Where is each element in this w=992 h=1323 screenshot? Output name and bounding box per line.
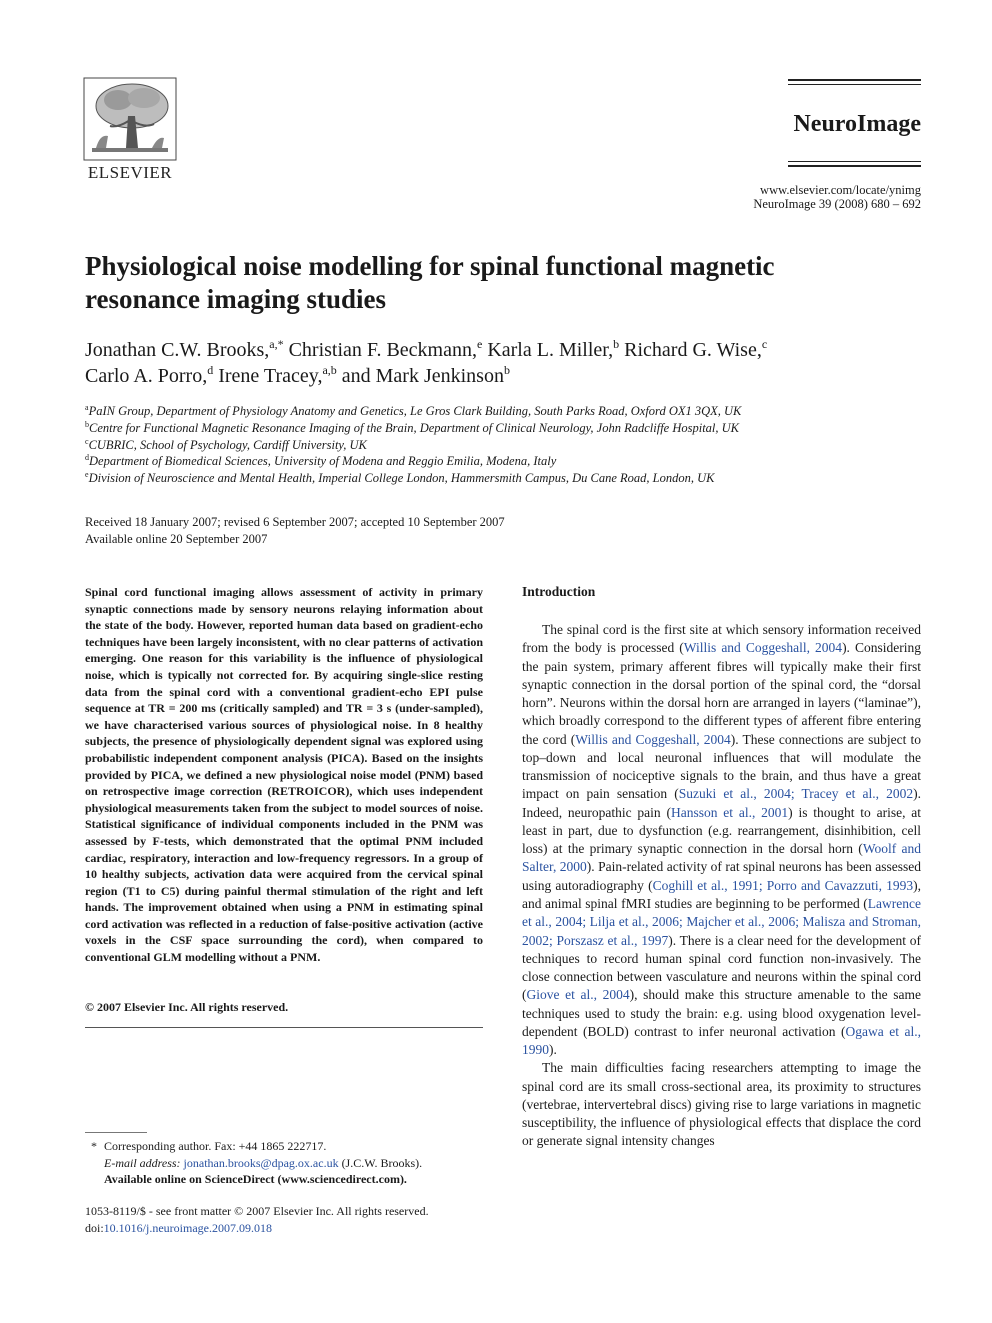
author-name: Richard G. Wise, [624,339,762,361]
author-name: Christian F. Beckmann, [288,339,477,361]
body-text: ), should make this structure amenable to the same techniques used to study the brain: e.g. using blood oxygenation level-dependent (BOLD) contrast to infer neuronal activation ( [522,987,922,1039]
elsevier-logo [82,76,178,186]
affiliation-mark: e [85,470,89,480]
introduction-body [522,621,921,1151]
affiliation-text: CUBRIC, School of Psychology, Cardiff University, UK [88,437,367,452]
received-date: Received 18 January 2007; revised 6 September 2007; accepted 10 September 2007 [85,515,505,529]
email-label: E-mail address: [104,1155,181,1170]
affiliation-mark: b [85,419,89,429]
footnote-rule [85,1132,147,1133]
header-rule [788,79,921,81]
citation-link[interactable]: Willis and Coggeshall, 2004 [683,640,843,656]
citation-link[interactable]: Ogawa et al., 1990 [522,1023,921,1058]
body-text: ). There is a clear need for the development of techniques to record human spinal cord function non-invasively. The close connection between vasculature and neurons within the spinal cord ( [522,932,921,1003]
journal-reference: NeuroImage 39 (2008) 680 – 692 [753,197,921,211]
body-text: ). Considering the pain system, primary afferent fibres will typically make their first synaptic connection in the dorsal portion of the spinal cord, the “dorsal horn”. Neurons within the dorsal horn are arranged in layers (“laminae”), which broadly correspond to the different types of afferent fibre entering the cord ( [522,640,921,747]
email-suffix: (J.C.W. Brooks). [338,1155,423,1170]
body-text: ). Indeed, neuropathic pain ( [522,786,921,820]
citation-link[interactable]: Lawrence et al., 2004; Lilja et al., 2006; Majcher et al., 2006; Malisza and Stroman, 2002; Porszasz et al., 1997 [522,895,921,948]
body-text: ). Pain-related activity of rat spinal neurons has been assessed using autoradiography ( [522,859,921,893]
author-name: Jonathan C.W. Brooks, [85,339,270,361]
email-link[interactable]: jonathan.brooks@dpag.ox.ac.uk [183,1155,339,1170]
body-text: ), and animal spinal fMRI studies are beginning to be performed ( [522,877,922,911]
author-list [85,337,925,389]
affiliation-mark: d [85,453,89,463]
affiliation-text: PaIN Group, Department of Physiology Anatomy and Genetics, Le Gros Clark Building, South Parks Road, Oxford OX1 3QX, UK [88,404,742,418]
body-text: ). These connections are subject to top–down and local neuronal influences that will modulate the transmission of nociceptive signals to the brain, and thus have a great impact on pain sensation ( [522,731,921,802]
affiliation [85,437,925,454]
header-rule [788,84,921,85]
affiliation-mark: c [85,436,89,446]
intro-paragraph-1 [522,621,921,1059]
affiliation-list [85,403,925,487]
journal-url[interactable]: www.elsevier.com/locate/ynimg [760,183,921,197]
affiliation [85,453,925,470]
doi-label: doi: [85,1221,104,1235]
author-affiliation-mark: d [207,363,214,377]
footnote [85,1138,485,1188]
author-affiliation-mark: c [761,337,768,351]
doi-link[interactable]: 10.1016/j.neuroimage.2007.09.018 [103,1221,272,1235]
body-text: The spinal cord is the first site at which sensory information received from the body is processed ( [522,622,921,656]
affiliation-text: Centre for Functional Magnetic Resonance Imaging of the Brain, Department of Clinical Neurology, John Radcliffe Hospital, UK [89,420,740,435]
header-rule [788,161,921,162]
body-text: ) is thought to arise, at least in part, due to dysfunction (e.g. rearrangement, disinhibition, cell loss) at the primary synaptic connection in the dorsal horn ( [522,804,922,857]
available-date: Available online 20 September 2007 [85,532,268,546]
footnote-star: * [91,1139,97,1153]
affiliation-text: Department of Biomedical Sciences, University of Modena and Reggio Emilia, Modena, Italy [89,454,557,469]
author-name: Irene Tracey, [218,365,323,387]
abstract: Spinal cord functional imaging allows assessment of activity in primary synaptic connections made by sensory neurons relaying information about the state of the body. However, reported human data based on gradient-echo techniques have been largely inconsistent, with no clear patterns of activation emerging. One reason for this variability is the influence of physiological noise, which is typically not corrected for. By acquiring single-slice resting data from the spinal cord with a conventional gradient-echo EPI pulse sequence at TR = 200 ms (critically sampled) and TR = 3 s (under-sampled), we have characterised various sources of physiological noise. In 8 healthy subjects, the presence of physiologically dependent signal was explored using probabilistic independent component analysis (PICA). Based on the insights provided by PICA, we defined a new physiological noise model (PNM) based on retrospective image correction (RETROICOR), which uses independent physiological measurements taken from the subject to model sources of noise. Statistical significance of individual components included in the PNM was assessed by F-tests, which demonstrated that the optimal PNM included cardiac, respiratory, interaction and low-frequency regressors. In a group of 10 healthy subjects, activation data were acquired from the cervical spinal region (T1 to C5) during painful thermal stimulation of the right and left hands. The improvement obtained when using a PNM in estimating spinal cord activation was reflected in a reduction of false-positive activation (active voxels in the CSF space surrounding the cord), when compared to conventional GLM modelling without a PNM. [85,585,483,965]
header-rule [788,165,921,167]
author-name: Carlo A. Porro, [85,365,208,387]
issn-line: 1053-8119/$ - see front matter © 2007 Elsevier Inc. All rights reserved. [85,1204,429,1218]
author-affiliation-mark: a,* [269,337,284,351]
affiliation [85,403,925,420]
affiliation [85,420,925,437]
affiliation-mark: a [85,403,89,412]
author-affiliation-mark: e [476,337,483,351]
corresponding-author: Corresponding author. Fax: +44 1865 222717. [104,1139,327,1153]
affiliation-text: Division of Neuroscience and Mental Health, Imperial College London, Hammersmith Campus, Du Cane Road, London, UK [88,471,715,486]
affiliation [85,470,925,487]
author-affiliation-mark: b [503,363,510,377]
journal-name: NeuroImage [793,111,921,137]
intro-paragraph-2: The main difficulties facing researchers attempting to image the spinal cord are its small cross-sectional area, its proximity to structures (vertebrae, intervertebral discs) giving rise to large variations in magnetic susceptibility, the influence of physiological effects that displace the cord or generate signal intensity changes [522,1060,921,1149]
publisher-name: ELSEVIER [87,163,173,182]
article-dates [85,514,685,548]
author-name: and Mark Jenkinson [341,365,504,387]
citation-link[interactable]: Woolf and Salter, 2000 [522,841,922,875]
citation-link[interactable]: Coghill et al., 1991; Porro and Cavazzuti, 1993 [652,877,914,893]
copyright: © 2007 Elsevier Inc. All rights reserved. [85,1000,289,1014]
author-affiliation-mark: a,b [322,363,337,377]
citation-link[interactable]: Giove et al., 2004 [526,987,630,1003]
body-text: ). [549,1042,557,1058]
citation-link[interactable]: Suzuki et al., 2004; Tracey et al., 2002 [678,786,914,802]
author-affiliation-mark: b [613,337,620,351]
sciencedirect-note: Available online on ScienceDirect (www.sciencedirect.com). [104,1172,407,1186]
citation-link[interactable]: Willis and Coggeshall, 2004 [575,731,731,747]
article-title: Physiological noise modelling for spinal functional magnetic resonance imaging studies [85,251,775,314]
citation-link[interactable]: Hansson et al., 2001 [670,804,789,820]
elsevier-tree-icon [82,76,178,162]
issn-block [85,1203,505,1237]
abstract-rule [85,1027,483,1028]
author-name: Karla L. Miller, [487,339,614,361]
section-heading: Introduction [522,584,596,599]
